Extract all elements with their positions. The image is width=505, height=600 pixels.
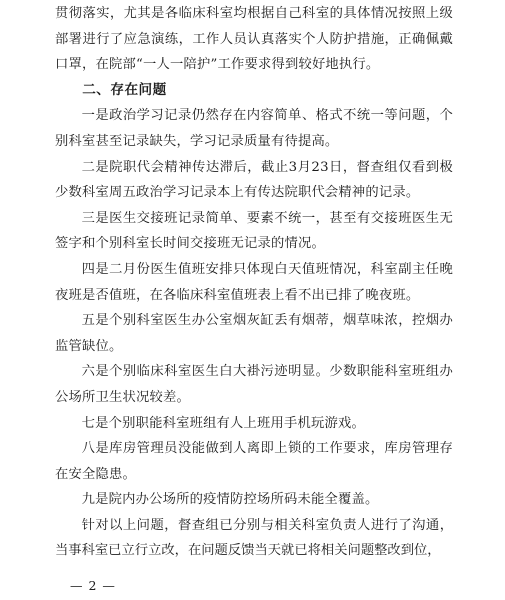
paragraph: 七是个别职能科室班组有人上班用手机玩游戏。	[81, 415, 366, 431]
paragraph: 八是库房管理员没能做到人离即上锁的工作要求，库房管理存在安全隐患。	[55, 441, 453, 482]
paragraph: 五是个别科室医生办公室烟灰缸丢有烟蒂，烟草味浓，控烟办监管缺位。	[55, 313, 453, 354]
page-number: — 2 —	[70, 578, 116, 593]
paragraph: 针对以上问题，督查组已分别与相关科室负责人进行了沟通，当事科室已立行立改，在问题反馈当天就已将相关问题整改到位，	[55, 517, 453, 559]
paragraph: 二是院职代会精神传达滞后，截止3月23日，督查组仅看到极少数科室周五政治学习记录本上有传达院职代会精神的记录。	[55, 159, 453, 201]
paragraph: 三是医生交接班记录简单、要素不统一，甚至有交接班医生无签字和个别科室长时间交接班无记录的情况。	[55, 210, 453, 252]
document-body	[55, 1, 453, 564]
paragraph: 九是院内办公场所的疫情防控场所码未能全覆盖。	[81, 492, 379, 508]
section-heading: 二、存在问题	[82, 81, 167, 98]
paragraph: 四是二月份医生值班安排只体现白天值班情况，科室副主任晚夜班是否值班，在各临床科室值班表上看不出已排了晚夜班。	[55, 261, 453, 303]
paragraph-continuation: 贯彻落实，尤其是各临床科室均根据自己科室的具体情况按照上级部署进行了应急演练，工作人员认真落实个人防护措施，正确佩戴口罩，在院部“一人一陪护”工作要求得到较好地执行。	[55, 6, 453, 73]
paragraph: 六是个别临床科室医生白大褂污迹明显。少数职能科室班组办公场所卫生状况较差。	[55, 364, 453, 405]
paragraph: 一是政治学习记录仍然存在内容简单、格式不统一等问题，个别科室甚至记录缺失，学习记录质量有待提高。	[55, 108, 453, 149]
